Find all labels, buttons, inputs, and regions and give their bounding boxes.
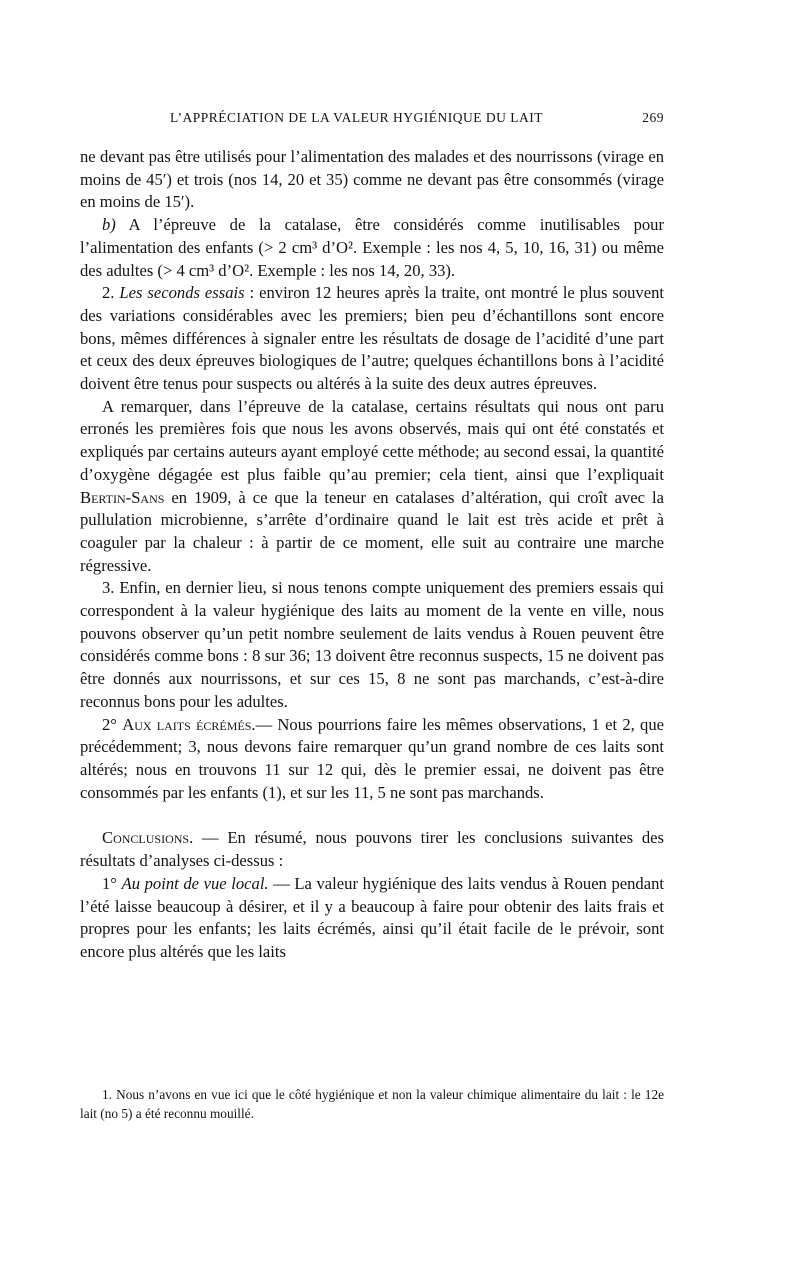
paragraph-3 (80, 282, 664, 396)
paragraph-8-text: — La valeur hygiénique des laits vendus à Rouen pendant l’été laisse beaucoup à désirer, et il y a beaucoup à faire pour obtenir des laits frais et propres pour les enfants; les laits écrémés, ainsi qu’il était facile de le prévoir, sont encore plus altérés que les laits (80, 873, 664, 961)
item-number-1: 1° (102, 873, 117, 893)
conclusions-heading: Conclusions. (102, 828, 194, 848)
footnote: 1. Nous n’avons en vue ici que le côté hygiénique et non la valeur chimique alimentaire du lait : le 12e lait (no 5) a été reconnu mouillé. (80, 1087, 664, 1121)
paragraph-6-text: — Nous pourrions faire les mêmes observations, 1 et 2, que précédemment; 3, nous devons faire remarquer qu’un grand nombre de ces laits sont altérés; nous en trouvons 11 sur 12 qui, dès le premier essai, ne doivent pas être consommés par les enfants (1), et sur les 11, 5 ne sont pas marchands. (80, 714, 664, 802)
paragraph-7 (80, 827, 664, 872)
paragraph-4 (80, 396, 664, 578)
paragraph-7-text: — En résumé, nous pouvons tirer les conclusions suivantes des résultats d’analyses ci-dessus : (80, 828, 664, 871)
local-viewpoint-title: Au point de vue local. (121, 873, 269, 893)
paragraph-1: ne devant pas être utilisés pour l’alimentation des malades et des nourrissons (virage en moins de 45′) et trois (nos 14, 20 et 35) comme ne devant pas être consommés (virage en moins de 15′). (80, 147, 664, 212)
paragraph-3-text: : environ 12 heures après la traite, ont montré le plus souvent des variations considérables avec les premiers; bien peu d’échantillons sont encore bons, mêmes différences à signaler entre les résultats de dosage de l’acidité d’une part et ceux des deux épreuves biologiques de l’autre; quelques échantillons bons à l’acidité doivent être tenus pour suspects ou altérés à la suite des deux autres épreuves. (80, 283, 664, 394)
section-number-2: 2° (102, 714, 117, 734)
paragraph-6 (80, 714, 664, 805)
paragraph-8 (80, 873, 664, 964)
second-tests-title: Les seconds essais (119, 283, 245, 303)
page-number: 269 (642, 110, 664, 125)
paragraph-5: 3. Enfin, en dernier lieu, si nous tenons compte uniquement des premiers essais qui correspondent à la valeur hygiénique des laits au moment de la vente en ville, nous pouvons observer qu’un petit nombre seulement de laits vendus à Rouen peuvent être considérés comme bons : 8 sur 36; 13 doivent être reconnus suspects, 15 ne doivent pas être donnés aux nourrissons, et sur ces 15, 8 ne sont pas marchands, c’est-à-dire reconnus bons pour les adultes. (80, 578, 664, 711)
running-title: L’APPRÉCIATION DE LA VALEUR HYGIÉNIQUE DU LAIT (170, 110, 543, 125)
skimmed-milk-heading: Aux laits écrémés. (122, 714, 256, 734)
author-name: Bertin-Sans (80, 487, 165, 507)
item-number-2: 2. (102, 283, 115, 303)
paragraph-4-text-a: A remarquer, dans l’épreuve de la catalase, certains résultats qui nous ont paru erronés les premières fois que nous les avons observés, mais qui ont été constatés et expliqués par certains auteurs ayant employé cette méthode; au second essai, la quantité d’oxygène dégagée est plus faible qu’au premier; cela tient, ainsi que l’expliquait (80, 396, 664, 484)
item-label-b: b) (102, 215, 116, 235)
paragraph-2 (80, 214, 664, 282)
paragraph-2-text: A l’épreuve de la catalase, être considérés comme inutilisables pour l’alimentation des enfants (> 2 cm³ d’O². Exemple : les nos 4, 5, 10, 16, 31) ou même des adultes (> 4 cm³ d’O². Exemple : les nos 14, 20, 33). (80, 215, 665, 280)
main-text (80, 146, 664, 964)
paragraph-4-text-b: en 1909, à ce que la teneur en catalases d’altération, qui croît avec la pullulation microbienne, s’arrête d’ordinaire quand le lait est très acide et prêt à coaguler par la chaleur : à partir de ce moment, elle suit au contraire une marche régressive. (80, 487, 664, 575)
